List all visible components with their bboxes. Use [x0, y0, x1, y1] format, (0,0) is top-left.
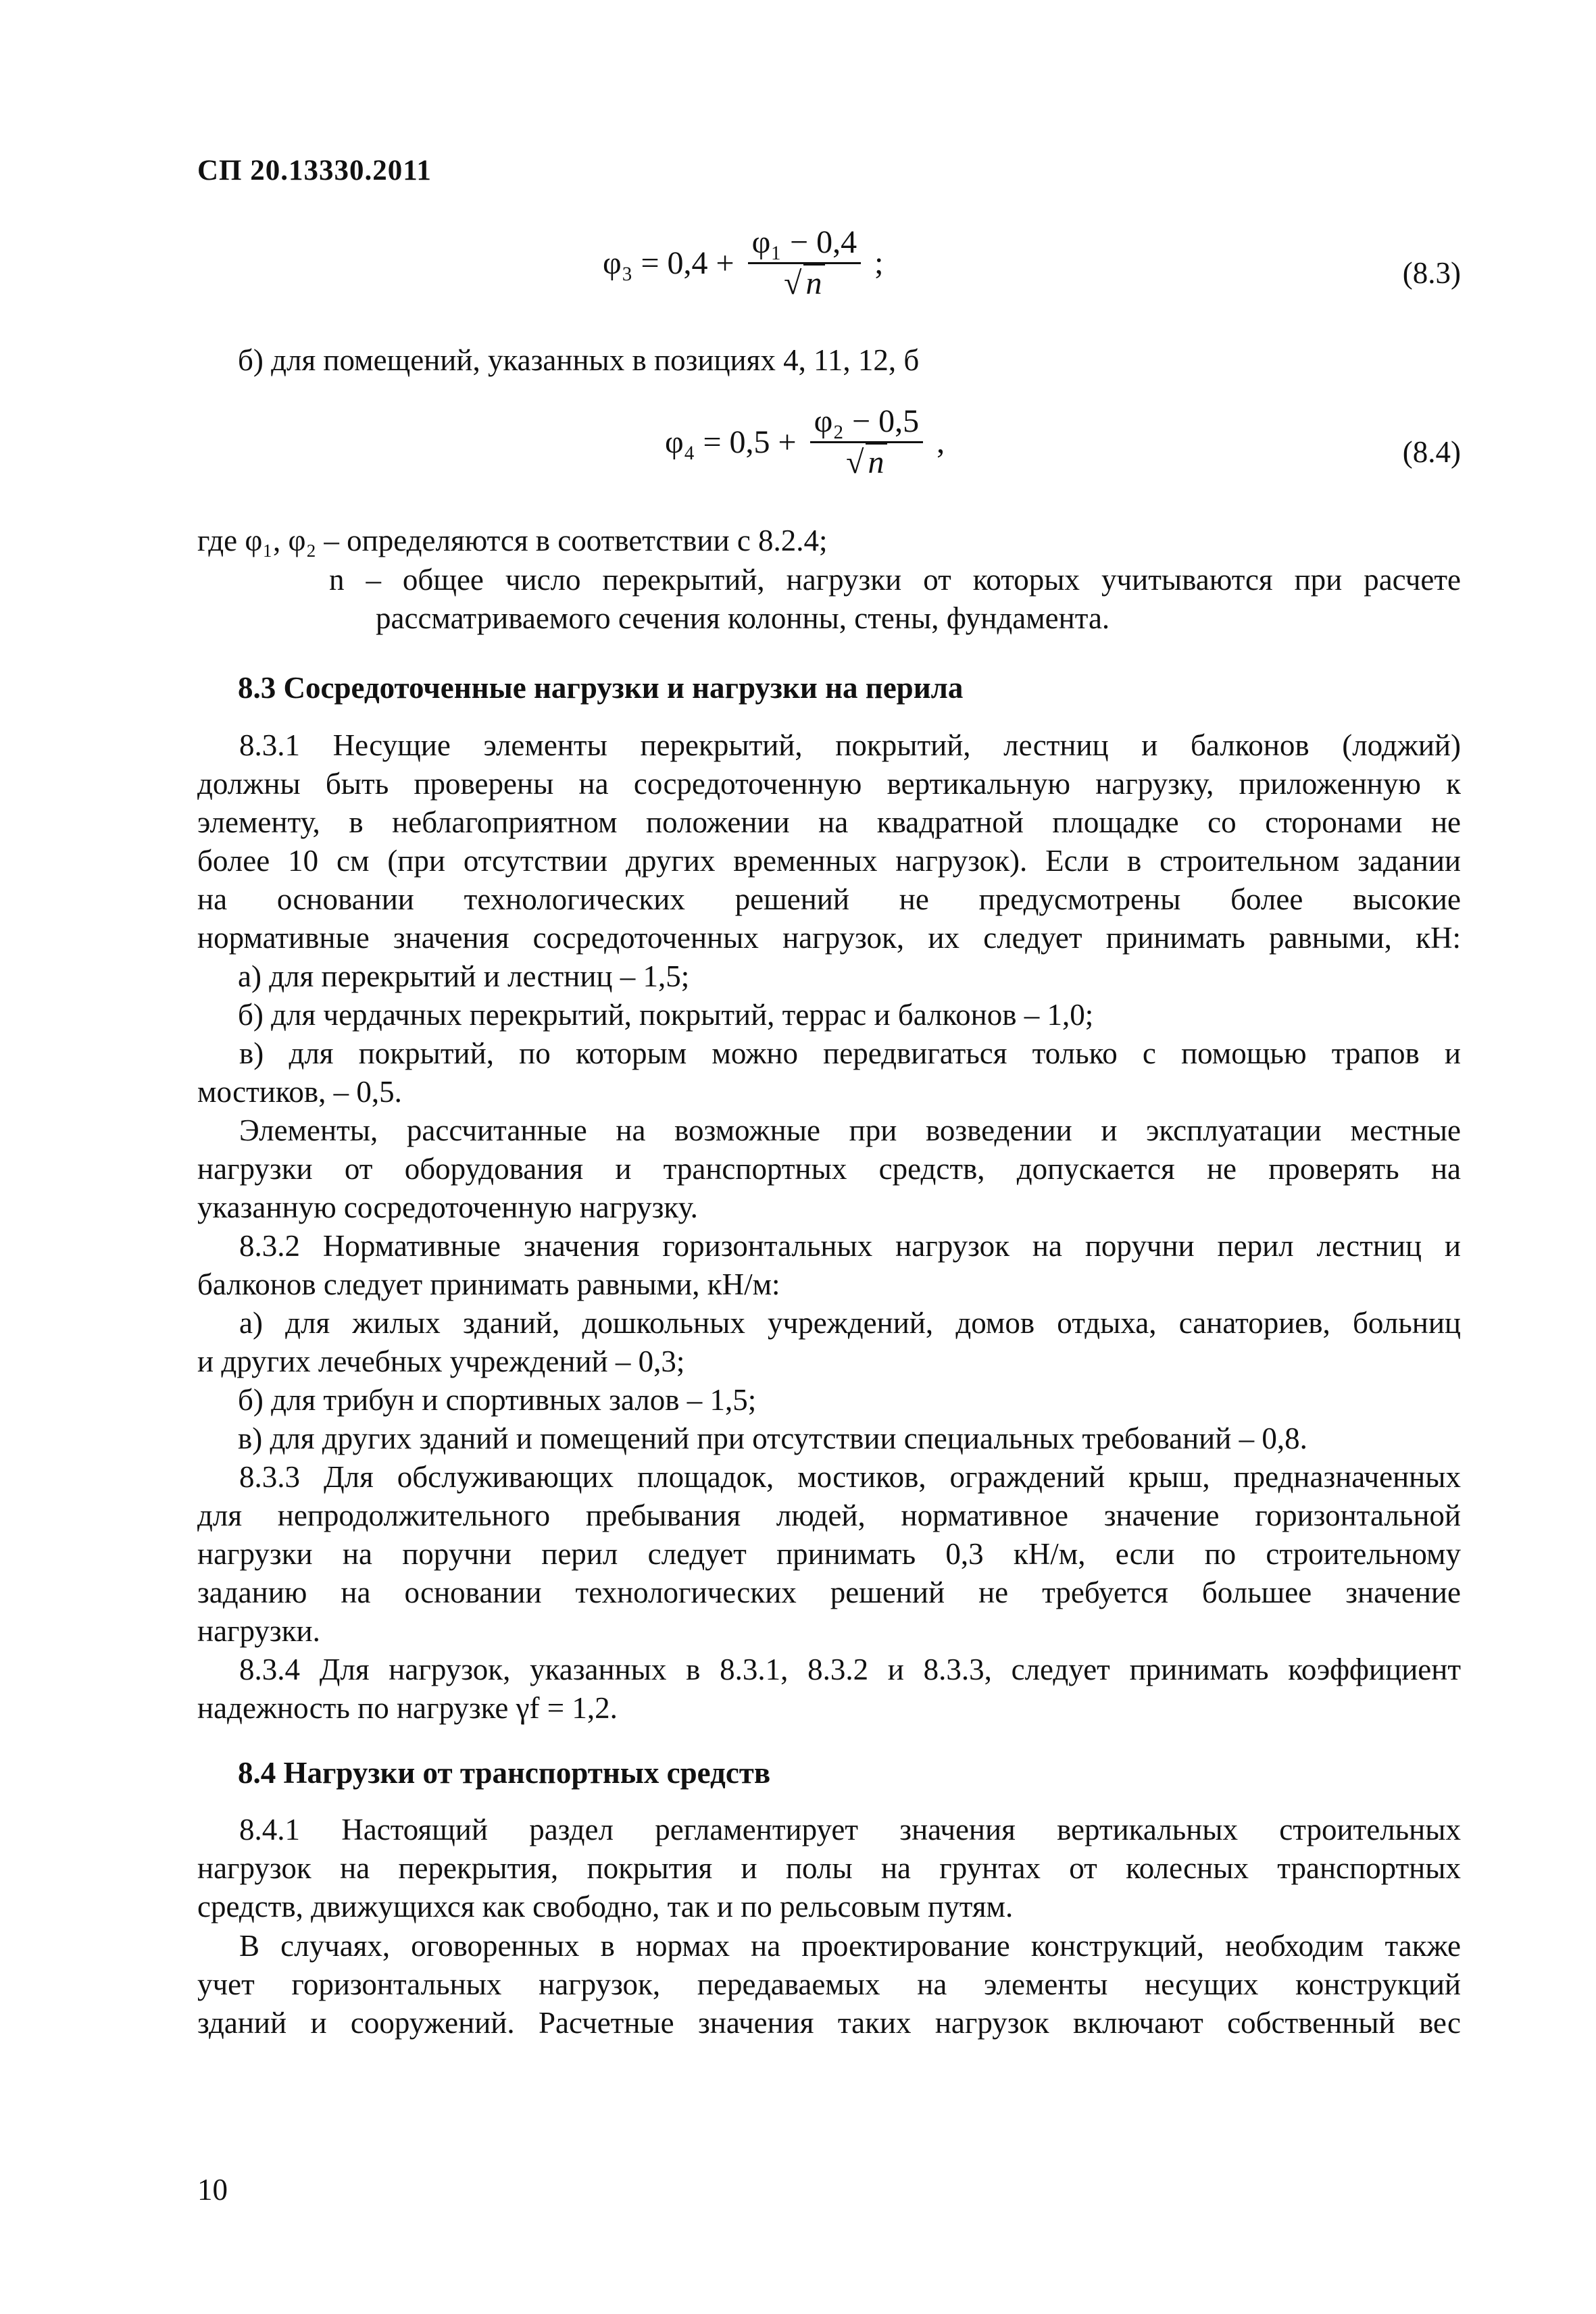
formula-denominator: √ n [748, 264, 862, 303]
item-b-intro: б) для помещений, указанных в позициях 4, 11, 12, б [238, 343, 920, 377]
list-item-a-832: а) для жилых зданий, дошкольных учреждений, домов отдыха, санаториев, больниц и других лечебных учреждений – 0,3; [197, 1306, 1461, 1378]
formula-numerator: φ₁ − 0,4 [748, 223, 862, 264]
formula-lhs: φ₄ = 0,5 + [665, 424, 797, 460]
formula-numerator: φ₂ − 0,5 [810, 402, 924, 443]
list-item-v-832: в) для других зданий и помещений при отсутствии специальных требований – 0,8. [238, 1422, 1307, 1455]
page-number: 10 [197, 2173, 228, 2207]
paragraph-8-3-3: 8.3.3 Для обслуживающих площадок, мостиков, ограждений крыш, предназначенных для непродолжительного пребывания людей, нормативное значение горизонтальной нагрузки на поручни перил следует принимать 0,3 кН/м, если по строительному заданию на основании технологических решений не требуется большее значение нагрузки. [197, 1460, 1461, 1648]
paragraph-8-3-4: 8.3.4 Для нагрузок, указанных в 8.3.1, 8.3.2 и 8.3.3, следует принимать коэффициент надежность по нагрузке γf = 1,2. [197, 1653, 1461, 1725]
formula-8-3 [197, 223, 1461, 318]
list-item-v: в) для покрытий, по которым можно передвигаться только с помощью трапов и мостиков, – 0,5. [197, 1036, 1461, 1109]
formula-fraction [810, 402, 924, 482]
list-item-b-832: б) для трибун и спортивных залов – 1,5; [238, 1383, 757, 1417]
section-heading-8-4: 8.4 Нагрузки от транспортных средств [238, 1756, 771, 1790]
paragraph-8-3-1: 8.3.1 Несущие элементы перекрытий, покрытий, лестниц и балконов (лоджий) должны быть проверены на сосредоточенную вертикальную нагрузку, приложенную к элементу, в неблагоприятном положении на квадратной площадке со сторонами не более 10 см (при отсутствии других временных нагрузок). Если в строительном задании на основании технологических решений не предусмотрены более высокие нормативные значения сосредоточенных нагрузок, их следует принимать равными, кН: [197, 728, 1461, 955]
formula-lhs: φ₃ = 0,4 + [603, 245, 734, 281]
paragraph-8-3-2: 8.3.2 Нормативные значения горизонтальных нагрузок на поручни перил лестниц и балконов следует принимать равными, кН/м: [197, 1229, 1461, 1301]
paragraph-elements: Элементы, рассчитанные на возможные при возведении и эксплуатации местные нагрузки от оборудования и транспортных средств, допускается не проверять на указанную сосредоточенную нагрузку. [197, 1113, 1461, 1224]
formula-denominator: √ n [810, 443, 924, 482]
where-line-1: где φ₁, φ₂ – определяются в соответствии с 8.2.4; [197, 524, 828, 557]
formula-tail: ; [874, 245, 884, 281]
list-item-a: а) для перекрытий и лестниц – 1,5; [238, 959, 690, 993]
equation-number: (8.4) [1402, 435, 1461, 469]
list-item-b: б) для чердачных перекрытий, покрытий, террас и балконов – 1,0; [238, 998, 1094, 1032]
section-heading-8-3: 8.3 Сосредоточенные нагрузки и нагрузки на перила [238, 671, 964, 705]
paragraph-cases: В случаях, оговоренных в нормах на проектирование конструкций, необходим также учет горизонтальных нагрузок, передаваемых на элементы несущих конструкций зданий и сооружений. Расчетные значения таких нагрузок включают собственный вес [197, 1929, 1461, 2040]
formula-tail: , [937, 424, 945, 460]
where-line-2: n – общее число перекрытий, нагрузки от которых учитываются при расчете [329, 563, 1461, 597]
formula-fraction [748, 223, 862, 303]
document-code: СП 20.13330.2011 [197, 155, 432, 186]
equation-number: (8.3) [1402, 256, 1461, 290]
where-line-2-cont: рассматриваемого сечения колонны, стены, фундамента. [376, 601, 1110, 635]
formula-8-4 [197, 402, 1461, 497]
paragraph-8-4-1: 8.4.1 Настоящий раздел регламентирует значения вертикальных строительных нагрузок на перекрытия, покрытия и полы на грунтах от колесных транспортных средств, движущихся как свободно, так и по рельсовым путям. [197, 1813, 1461, 1923]
